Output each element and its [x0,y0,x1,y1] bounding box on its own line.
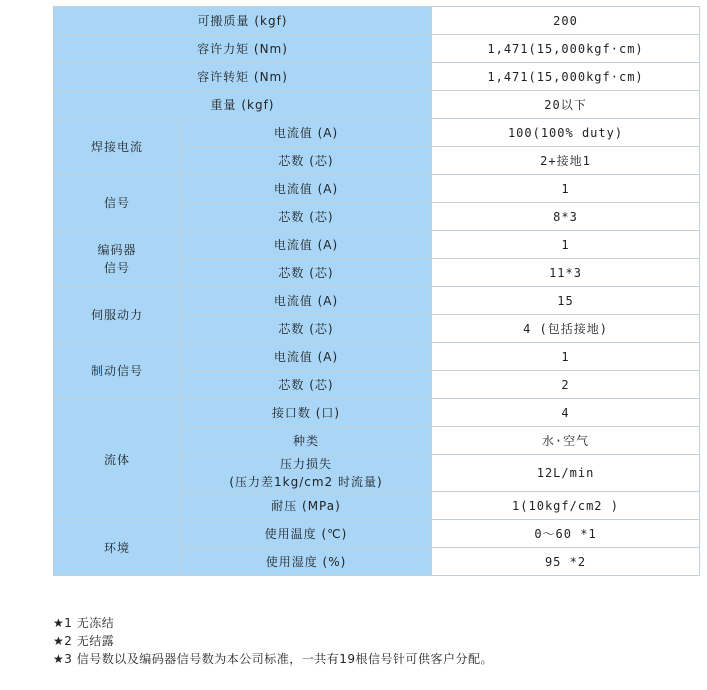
row-label: 耐压 (MPa) [181,492,432,520]
table-row [54,231,700,259]
row-label: 芯数 (芯) [181,315,432,343]
footnote-1: ★1 无冻结 [53,616,115,630]
group-encoder-signal [54,231,181,287]
table-row [54,7,700,35]
row-label: 可搬质量 (kgf) [54,7,432,35]
footnote-3: ★3 信号数以及编码器信号数为本公司标准，一共有19根信号针可供客户分配。 [53,652,493,666]
row-label: 芯数 (芯) [181,259,432,287]
row-label: 容许转矩 (Nm) [54,63,432,91]
row-label: 电流值 (A) [181,287,432,315]
row-label: 电流值 (A) [181,231,432,259]
label-line: (压力差1kg/cm2 时流量) [229,475,383,489]
row-value: 1 [432,175,700,203]
group-name-line: 信号 [103,260,130,275]
row-value: 8*3 [432,203,700,231]
group-brake-signal: 制动信号 [54,343,181,399]
group-name-line: 编码器 [97,242,137,257]
label-line: 压力损失 [280,457,333,471]
row-label: 使用湿度 (%) [181,548,432,576]
row-label: 芯数 (芯) [181,203,432,231]
table-row [54,399,700,427]
row-value: 1 [432,231,700,259]
row-value: 15 [432,287,700,315]
row-label-pressure-loss [181,455,432,492]
row-label: 芯数 (芯) [181,147,432,175]
table-row [54,520,700,548]
row-label: 电流值 (A) [181,343,432,371]
row-value: 0～60 *1 [432,520,700,548]
table-row [54,91,700,119]
table-row [54,35,700,63]
row-label: 电流值 (A) [181,119,432,147]
row-value: 4 (包括接地) [432,315,700,343]
footnotes [53,614,493,668]
row-value: 4 [432,399,700,427]
row-value: 100(100% duty) [432,119,700,147]
group-environment: 环境 [54,520,181,576]
row-value: 20以下 [432,91,700,119]
footnote-2: ★2 无结露 [53,634,115,648]
table-row [54,175,700,203]
table-row [54,343,700,371]
row-value: 2 [432,371,700,399]
group-servo-power: 伺服动力 [54,287,181,343]
table-row [54,119,700,147]
row-value: 1 [432,343,700,371]
row-label: 电流值 (A) [181,175,432,203]
row-value: 水·空气 [432,427,700,455]
row-label: 接口数 (口) [181,399,432,427]
row-value: 12L/min [432,455,700,492]
row-label: 重量 (kgf) [54,91,432,119]
group-fluid: 流体 [54,399,181,520]
row-label: 使用温度 (℃) [181,520,432,548]
table-row [54,287,700,315]
row-label: 容许力矩 (Nm) [54,35,432,63]
row-label: 芯数 (芯) [181,371,432,399]
row-value: 200 [432,7,700,35]
row-value: 95 *2 [432,548,700,576]
row-value: 1,471(15,000kgf·cm) [432,63,700,91]
row-value: 1,471(15,000kgf·cm) [432,35,700,63]
row-label: 种类 [181,427,432,455]
row-value: 11*3 [432,259,700,287]
row-value: 2+接地1 [432,147,700,175]
table-row [54,63,700,91]
row-value: 1(10kgf/cm2 ) [432,492,700,520]
spec-table [53,6,700,576]
group-welding-current: 焊接电流 [54,119,181,175]
group-signal: 信号 [54,175,181,231]
